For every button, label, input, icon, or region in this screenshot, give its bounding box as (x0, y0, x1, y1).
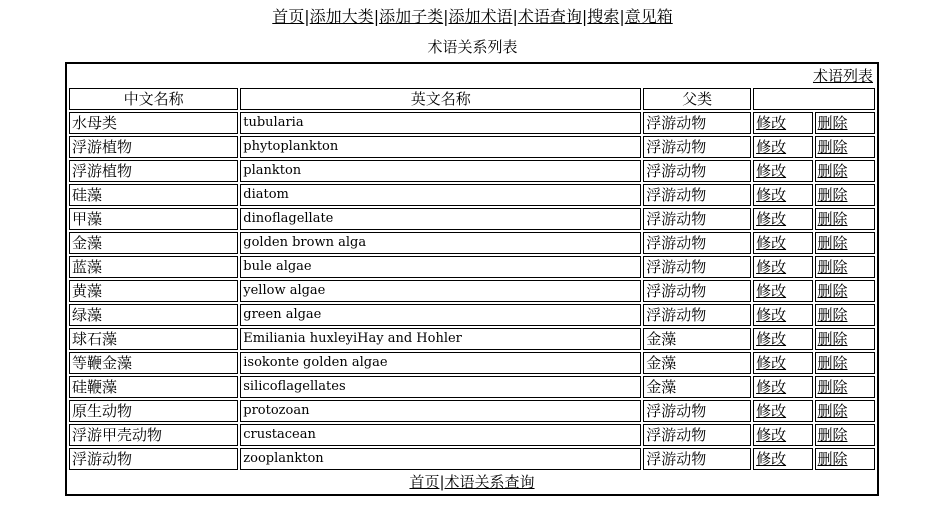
table-row (69, 160, 875, 182)
footer-home-link[interactable]: 首页 (409, 473, 440, 491)
nav-term-query-link[interactable]: 术语查询 (517, 7, 582, 26)
nav-search-link[interactable]: 搜索 (587, 7, 620, 26)
delete-link[interactable]: 删除 (817, 354, 848, 372)
cell-english-name: yellow algae (240, 280, 641, 302)
edit-link[interactable]: 修改 (756, 378, 787, 396)
cell-chinese-name: 浮游动物 (69, 448, 238, 470)
edit-link[interactable]: 修改 (756, 114, 787, 132)
cell-english-name: green algae (240, 304, 641, 326)
cell-english-name: isokonte golden algae (240, 352, 641, 374)
cell-english-name: silicoflagellates (240, 376, 641, 398)
cell-parent: 金藻 (643, 376, 751, 398)
cell-english-name: diatom (240, 184, 641, 206)
edit-link[interactable]: 修改 (756, 426, 787, 444)
delete-link[interactable]: 删除 (817, 138, 848, 156)
edit-link[interactable]: 修改 (756, 162, 787, 180)
cell-parent: 浮游动物 (643, 184, 751, 206)
nav-add-category-link[interactable]: 添加大类 (309, 7, 374, 26)
cell-parent: 浮游动物 (643, 256, 751, 278)
nav-separator: | (373, 7, 380, 26)
table-top-row (69, 66, 875, 86)
nav-separator: | (619, 7, 625, 26)
delete-link[interactable]: 删除 (817, 330, 848, 348)
header-parent: 父类 (643, 88, 751, 110)
delete-link[interactable]: 删除 (817, 210, 848, 228)
table-row (69, 280, 875, 302)
footer-separator: | (439, 473, 445, 491)
cell-chinese-name: 甲藻 (69, 208, 238, 230)
cell-parent: 浮游动物 (643, 448, 751, 470)
cell-english-name: zooplankton (240, 448, 641, 470)
cell-parent: 浮游动物 (643, 232, 751, 254)
table-row (69, 304, 875, 326)
cell-parent: 金藻 (643, 352, 751, 374)
edit-link[interactable]: 修改 (756, 186, 787, 204)
cell-parent: 浮游动物 (643, 160, 751, 182)
delete-link[interactable]: 删除 (817, 450, 848, 468)
delete-link[interactable]: 删除 (817, 114, 848, 132)
edit-link[interactable]: 修改 (756, 210, 787, 228)
delete-link[interactable]: 删除 (817, 186, 848, 204)
cell-english-name: crustacean (240, 424, 641, 446)
cell-chinese-name: 硅藻 (69, 184, 238, 206)
nav-add-term-link[interactable]: 添加术语 (448, 7, 513, 26)
table-row (69, 112, 875, 134)
nav-separator: | (304, 7, 310, 26)
table-header-row (69, 88, 875, 110)
table-row (69, 256, 875, 278)
cell-chinese-name: 硅鞭藻 (69, 376, 238, 398)
edit-link[interactable]: 修改 (756, 402, 787, 420)
delete-link[interactable]: 删除 (817, 258, 848, 276)
page-title: 术语关系列表 (427, 38, 518, 56)
edit-link[interactable]: 修改 (756, 330, 787, 348)
cell-parent: 浮游动物 (643, 136, 751, 158)
delete-link[interactable]: 删除 (817, 306, 848, 324)
cell-parent: 浮游动物 (643, 112, 751, 134)
delete-link[interactable]: 删除 (817, 234, 848, 252)
delete-link[interactable]: 删除 (817, 162, 848, 180)
cell-parent: 金藻 (643, 328, 751, 350)
cell-chinese-name: 黄藻 (69, 280, 238, 302)
edit-link[interactable]: 修改 (756, 234, 787, 252)
footer-relation-query-link[interactable]: 术语关系查询 (444, 473, 535, 491)
edit-link[interactable]: 修改 (756, 450, 787, 468)
table-row (69, 424, 875, 446)
cell-parent: 浮游动物 (643, 280, 751, 302)
nav-add-subcategory-link[interactable]: 添加子类 (379, 7, 444, 26)
cell-english-name: Emiliania huxleyiHay and Hohler (240, 328, 641, 350)
cell-english-name: phytoplankton (240, 136, 641, 158)
delete-link[interactable]: 删除 (817, 378, 848, 396)
edit-link[interactable]: 修改 (756, 354, 787, 372)
cell-chinese-name: 球石藻 (69, 328, 238, 350)
table-footer-row (69, 472, 875, 492)
nav-home-link[interactable]: 首页 (272, 7, 305, 26)
delete-link[interactable]: 删除 (817, 426, 848, 444)
term-relation-table (65, 62, 879, 496)
table-row (69, 184, 875, 206)
cell-english-name: dinoflagellate (240, 208, 641, 230)
cell-chinese-name: 蓝藻 (69, 256, 238, 278)
cell-english-name: bule algae (240, 256, 641, 278)
table-row (69, 448, 875, 470)
edit-link[interactable]: 修改 (756, 138, 787, 156)
header-actions (753, 88, 875, 110)
cell-english-name: golden brown alga (240, 232, 641, 254)
edit-link[interactable]: 修改 (756, 282, 787, 300)
cell-english-name: tubularia (240, 112, 641, 134)
cell-chinese-name: 浮游植物 (69, 160, 238, 182)
table-row (69, 352, 875, 374)
cell-chinese-name: 原生动物 (69, 400, 238, 422)
nav-separator: | (581, 7, 588, 26)
nav-separator: | (512, 7, 518, 26)
term-list-link[interactable]: 术语列表 (812, 67, 873, 85)
table-row (69, 232, 875, 254)
delete-link[interactable]: 删除 (817, 282, 848, 300)
cell-english-name: plankton (240, 160, 641, 182)
table-row (69, 328, 875, 350)
cell-parent: 浮游动物 (643, 424, 751, 446)
nav-feedback-link[interactable]: 意见箱 (624, 7, 673, 26)
cell-parent: 浮游动物 (643, 304, 751, 326)
cell-chinese-name: 等鞭金藻 (69, 352, 238, 374)
cell-chinese-name: 浮游植物 (69, 136, 238, 158)
cell-parent: 浮游动物 (643, 400, 751, 422)
cell-chinese-name: 金藻 (69, 232, 238, 254)
table-row (69, 400, 875, 422)
cell-chinese-name: 水母类 (69, 112, 238, 134)
edit-link[interactable]: 修改 (756, 258, 787, 276)
nav-separator: | (443, 7, 449, 26)
cell-parent: 浮游动物 (643, 208, 751, 230)
cell-chinese-name: 浮游甲壳动物 (69, 424, 238, 446)
top-navigation (0, 6, 945, 28)
header-chinese-name: 中文名称 (69, 88, 238, 110)
table-row (69, 376, 875, 398)
table-row (69, 208, 875, 230)
table-row (69, 136, 875, 158)
edit-link[interactable]: 修改 (756, 306, 787, 324)
header-english-name: 英文名称 (240, 88, 641, 110)
cell-chinese-name: 绿藻 (69, 304, 238, 326)
delete-link[interactable]: 删除 (817, 402, 848, 420)
cell-english-name: protozoan (240, 400, 641, 422)
